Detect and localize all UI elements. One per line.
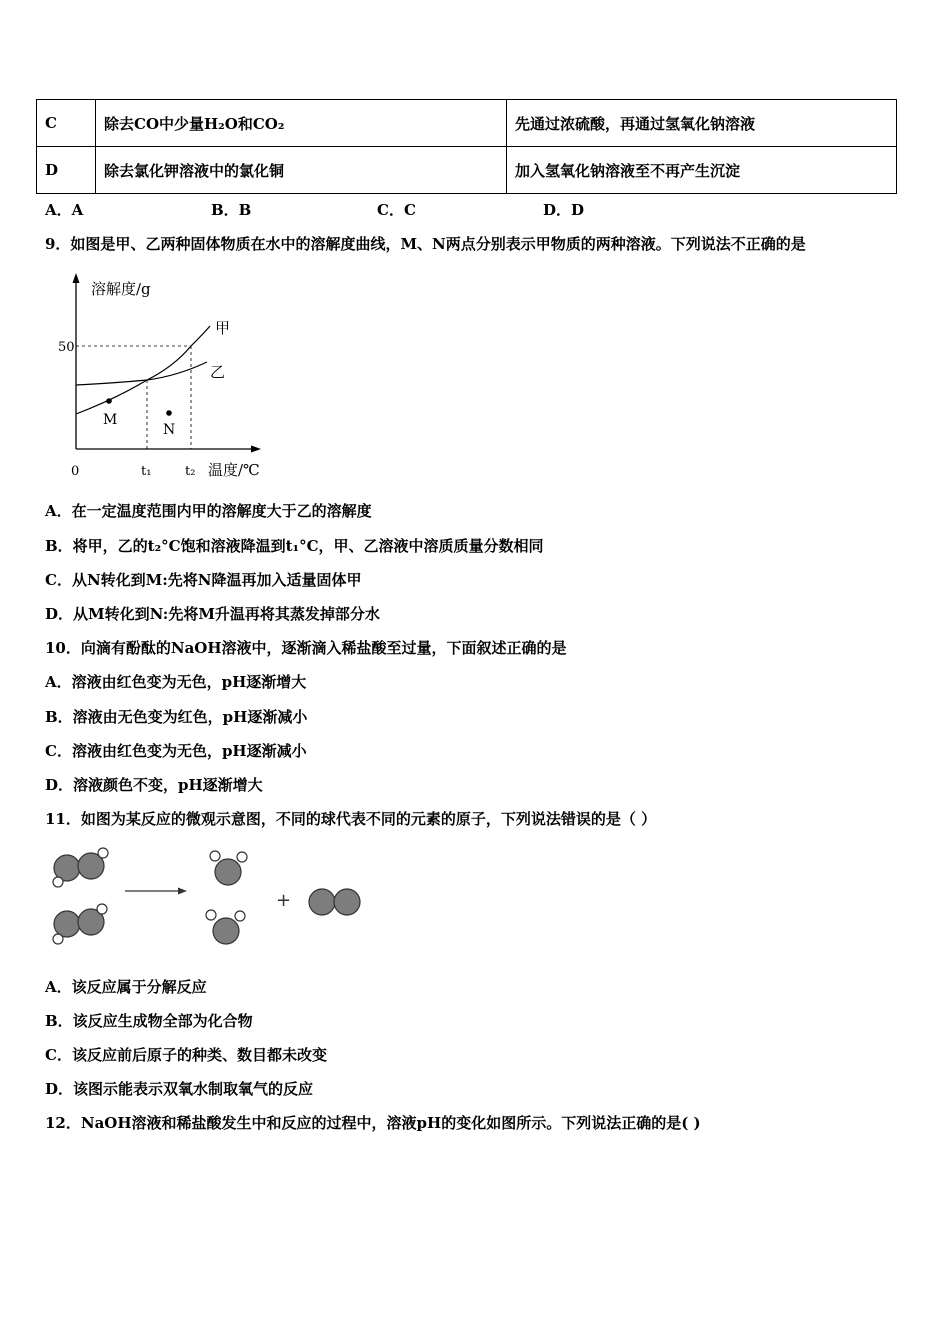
row-task: 除去氯化钾溶液中的氯化铜	[96, 147, 507, 194]
table-row	[37, 147, 897, 194]
table-row	[37, 100, 897, 147]
y-axis-label: 溶解度/g	[91, 280, 151, 298]
row-task: 除去CO中少量H₂O和CO₂	[96, 100, 507, 147]
product-molecule-o2	[309, 889, 360, 915]
tick-t1: t₁	[141, 464, 152, 479]
point-n-label: N	[163, 422, 176, 438]
q10-stem: 10．向滴有酚酞的NaOH溶液中，逐渐滴入稀盐酸至过量，下面叙述正确的是	[45, 639, 567, 657]
point-m	[106, 398, 112, 404]
row-label: D	[37, 147, 96, 194]
q9-stem: 9．如图是甲、乙两种固体物质在水中的溶解度曲线，M、N两点分别表示甲物质的两种溶液。下列说法不正确的是	[45, 235, 806, 253]
reactant-molecule-1	[53, 848, 108, 887]
point-m-label: M	[103, 412, 118, 428]
y-axis-arrow-icon	[73, 273, 80, 283]
answer-c[interactable]: C．C	[377, 201, 416, 219]
curve-a-label: 甲	[215, 319, 231, 337]
point-n	[166, 410, 172, 416]
q11-option-a[interactable]: A．该反应属于分解反应	[45, 978, 207, 996]
y-tick-50: 50	[58, 340, 75, 355]
plus-sign: +	[276, 890, 292, 911]
tick-t2: t₂	[185, 464, 196, 479]
curve-a	[76, 326, 210, 414]
origin-label: 0	[71, 464, 80, 479]
curve-b-label: 乙	[210, 363, 226, 381]
q11-option-c[interactable]: C．该反应前后原子的种类、数目都未改变	[45, 1046, 327, 1064]
row-method: 加入氢氧化钠溶液至不再产生沉淀	[507, 147, 897, 194]
options-table	[36, 99, 897, 194]
reactant-molecule-2	[53, 904, 107, 944]
x-axis-arrow-icon	[251, 446, 261, 453]
row-method: 先通过浓硫酸，再通过氢氧化钠溶液	[507, 100, 897, 147]
q9-option-a[interactable]: A．在一定温度范围内甲的溶解度大于乙的溶解度	[45, 502, 372, 520]
answer-a[interactable]: A．A	[45, 201, 84, 219]
q11-option-d[interactable]: D．该图示能表示双氧水制取氧气的反应	[45, 1080, 314, 1098]
x-axis-label: 温度/℃	[208, 461, 260, 479]
q12-stem: 12．NaOH溶液和稀盐酸发生中和反应的过程中，溶液pH的变化如图所示。下列说法正确的是( )	[45, 1114, 701, 1132]
solubility-chart	[55, 270, 275, 485]
reaction-diagram	[45, 842, 375, 952]
product-molecule-1	[210, 851, 247, 885]
q11-stem: 11．如图为某反应的微观示意图，不同的球代表不同的元素的原子，下列说法错误的是（ ）	[45, 810, 657, 828]
answer-b[interactable]: B．B	[211, 201, 252, 219]
q8-answers	[45, 199, 709, 220]
q10-option-c[interactable]: C．溶液由红色变为无色，pH逐渐减小	[45, 742, 307, 760]
q10-option-d[interactable]: D．溶液颜色不变，pH逐渐增大	[45, 776, 263, 794]
row-label: C	[37, 100, 96, 147]
product-molecule-2	[206, 910, 245, 944]
curve-b	[76, 362, 207, 385]
q11-option-b[interactable]: B．该反应生成物全部为化合物	[45, 1012, 253, 1030]
answer-d[interactable]: D．D	[543, 201, 585, 219]
q9-option-c[interactable]: C．从N转化到M:先将N降温再加入适量固体甲	[45, 571, 362, 589]
arrow-head-icon	[178, 888, 187, 895]
q10-option-a[interactable]: A．溶液由红色变为无色，pH逐渐增大	[45, 673, 307, 691]
q9-option-b[interactable]: B．将甲，乙的t₂°C饱和溶液降温到t₁°C，甲、乙溶液中溶质质量分数相同	[45, 537, 544, 555]
q9-option-d[interactable]: D．从M转化到N:先将M升温再将其蒸发掉部分水	[45, 605, 380, 623]
q10-option-b[interactable]: B．溶液由无色变为红色，pH逐渐减小	[45, 708, 308, 726]
